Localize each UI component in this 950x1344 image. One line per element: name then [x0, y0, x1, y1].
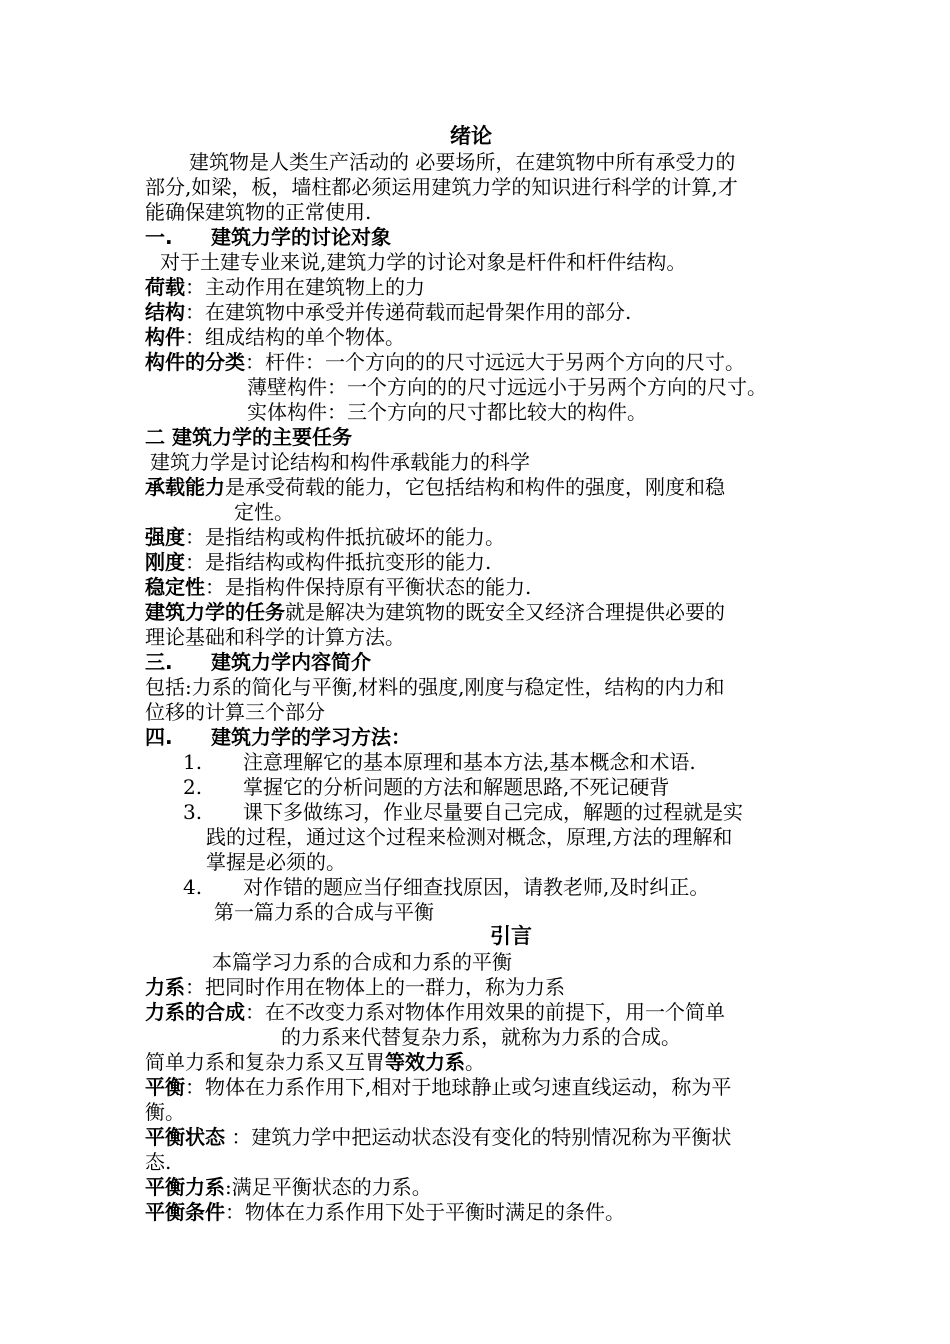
section-2-title: 建筑力学的主要任务 — [171, 425, 352, 449]
equivalent-line — [145, 1050, 485, 1074]
equivalent-text: 简单力系和复杂力系又互胃 — [145, 1050, 385, 1074]
def-text: ：物体在力系作用下,相对于地球静止或匀速直线运动，称为平 — [185, 1075, 732, 1099]
def-text: ：是指结构或构件抵抗变形的能力. — [185, 550, 492, 574]
def-text: :满足平衡状态的力系。 — [225, 1175, 432, 1199]
intro-line: 本篇学习力系的合成和力系的平衡 — [212, 950, 512, 974]
section-4-title: 建筑力学的学习方法： — [211, 725, 411, 749]
def-term: 平衡状态 — [145, 1125, 225, 1149]
list-item-number: 3. — [183, 800, 203, 824]
def-term: 结构 — [145, 300, 185, 324]
def-term: 平衡力系 — [145, 1175, 225, 1199]
def-member-classification — [145, 350, 745, 374]
def-term: 平衡 — [145, 1075, 185, 1099]
sub-thin-wall: 薄壁构件：一个方向的的尺寸远远小于另两个方向的尺寸。 — [247, 375, 767, 399]
intro-line-3: 能确保建筑物的正常使用. — [145, 200, 372, 224]
section-3-number: 三. — [145, 650, 173, 674]
def-capacity — [145, 475, 725, 499]
list-item-number: 4. — [183, 875, 203, 899]
def-balance-state-cont: 态. — [145, 1150, 172, 1174]
def-term: 荷载 — [145, 275, 185, 299]
def-text: 是承受荷载的能力，它包括结构和构件的强度，刚度和稳 — [225, 475, 725, 499]
def-text: ：物体在力系作用下处于平衡时满足的条件。 — [225, 1200, 625, 1224]
def-text: ：是指结构或构件抵抗破坏的能力。 — [185, 525, 505, 549]
section-1-title: 建筑力学的讨论对象 — [211, 225, 391, 249]
def-strength — [145, 525, 505, 549]
def-term: 构件的分类 — [145, 350, 245, 374]
sub-solid: 实体构件：三个方向的尺寸都比较大的构件。 — [247, 400, 647, 424]
list-item-number: 2. — [183, 775, 203, 799]
def-task — [145, 600, 725, 624]
section-3-line-2: 位移的计算三个部分 — [145, 700, 325, 724]
section-2-number: 二 — [145, 425, 165, 449]
def-stability — [145, 575, 531, 599]
list-item-number: 1. — [183, 750, 203, 774]
def-term: 力系的合成 — [145, 1000, 245, 1024]
def-member — [145, 325, 405, 349]
def-text: ：在建筑物中承受并传递荷载而起骨架作用的部分. — [185, 300, 632, 324]
def-term: 力系 — [145, 975, 185, 999]
page-title: 绪论 — [450, 124, 492, 148]
def-stiffness — [145, 550, 491, 574]
section-1-heading — [145, 225, 391, 249]
def-balance-force-system — [145, 1175, 432, 1199]
def-text: ：建筑力学中把运动状态没有变化的特别情况称为平衡状 — [225, 1125, 732, 1149]
equivalent-end: 。 — [465, 1050, 485, 1074]
def-term: 刚度 — [145, 550, 185, 574]
def-balance-state — [145, 1125, 731, 1149]
def-balance — [145, 1075, 731, 1099]
def-term: 平衡条件 — [145, 1200, 225, 1224]
list-item-text: 掌握它的分析问题的方法和解题思路,不死记硬背 — [243, 775, 670, 799]
def-text: ：是指构件保持原有平衡状态的能力. — [205, 575, 532, 599]
def-text: 就是解决为建筑物的既安全又经济合理提供必要的 — [285, 600, 725, 624]
def-force-system — [145, 975, 565, 999]
intro-heading: 引言 — [490, 924, 532, 948]
def-text: ：主动作用在建筑物上的力 — [185, 275, 425, 299]
list-item-cont: 践的过程，通过这个过程来检测对概念，原理,方法的理解和 — [206, 825, 733, 849]
list-item — [183, 800, 743, 824]
def-term: 承载能力 — [145, 475, 225, 499]
def-text: ：在不改变力系对物体作用效果的前提下，用一个简单 — [245, 1000, 725, 1024]
def-structure — [145, 300, 631, 324]
def-task-cont: 理论基础和科学的计算方法。 — [145, 625, 405, 649]
section-1-line: 对于土建专业来说,建筑力学的讨论对象是杆件和杆件结构。 — [160, 250, 687, 274]
part-title: 第一篇力系的合成与平衡 — [214, 900, 434, 924]
def-load — [145, 275, 425, 299]
list-item-cont: 掌握是必须的。 — [206, 850, 346, 874]
equivalent-term: 等效力系 — [385, 1050, 465, 1074]
def-term: 强度 — [145, 525, 185, 549]
section-3-line-1: 包括:力系的简化与平衡,材料的强度,刚度与稳定性，结构的内力和 — [145, 675, 725, 699]
intro-line-1: 建筑物是人类生产活动的 必要场所，在建筑物中所有承受力的 — [189, 150, 736, 174]
def-text: ：组成结构的单个物体。 — [185, 325, 405, 349]
section-1-number: 一. — [145, 225, 173, 249]
def-capacity-cont: 定性。 — [234, 500, 294, 524]
def-text: ：杆件：一个方向的的尺寸远远大于另两个方向的尺寸。 — [245, 350, 745, 374]
def-composition — [145, 1000, 725, 1024]
section-4-heading — [145, 725, 411, 749]
section-3-title: 建筑力学内容简介 — [211, 650, 371, 674]
list-item-text: 对作错的题应当仔细查找原因，请教老师,及时纠正。 — [243, 875, 710, 899]
section-2-line: 建筑力学是讨论结构和构件承载能力的科学 — [150, 450, 530, 474]
section-3-heading — [145, 650, 371, 674]
section-4-number: 四. — [145, 725, 173, 749]
def-balance-cont: 衡。 — [145, 1100, 185, 1124]
list-item — [183, 775, 669, 799]
def-composition-cont: 的力系来代替复杂力系，就称为力系的合成。 — [281, 1025, 681, 1049]
def-balance-condition — [145, 1200, 625, 1224]
def-term: 建筑力学的任务 — [145, 600, 285, 624]
def-term: 构件 — [145, 325, 185, 349]
list-item-text: 课下多做练习，作业尽量要自己完成，解题的过程就是实 — [243, 800, 743, 824]
list-item-text: 注意理解它的基本原理和基本方法,基本概念和术语. — [243, 750, 696, 774]
def-text: ：把同时作用在物体上的一群力，称为力系 — [185, 975, 565, 999]
section-2-heading — [145, 425, 352, 449]
list-item — [183, 750, 696, 774]
intro-line-2: 部分,如梁，板，墙柱都必须运用建筑力学的知识进行科学的计算,才 — [145, 175, 738, 199]
def-term: 稳定性 — [145, 575, 205, 599]
list-item — [183, 875, 709, 899]
